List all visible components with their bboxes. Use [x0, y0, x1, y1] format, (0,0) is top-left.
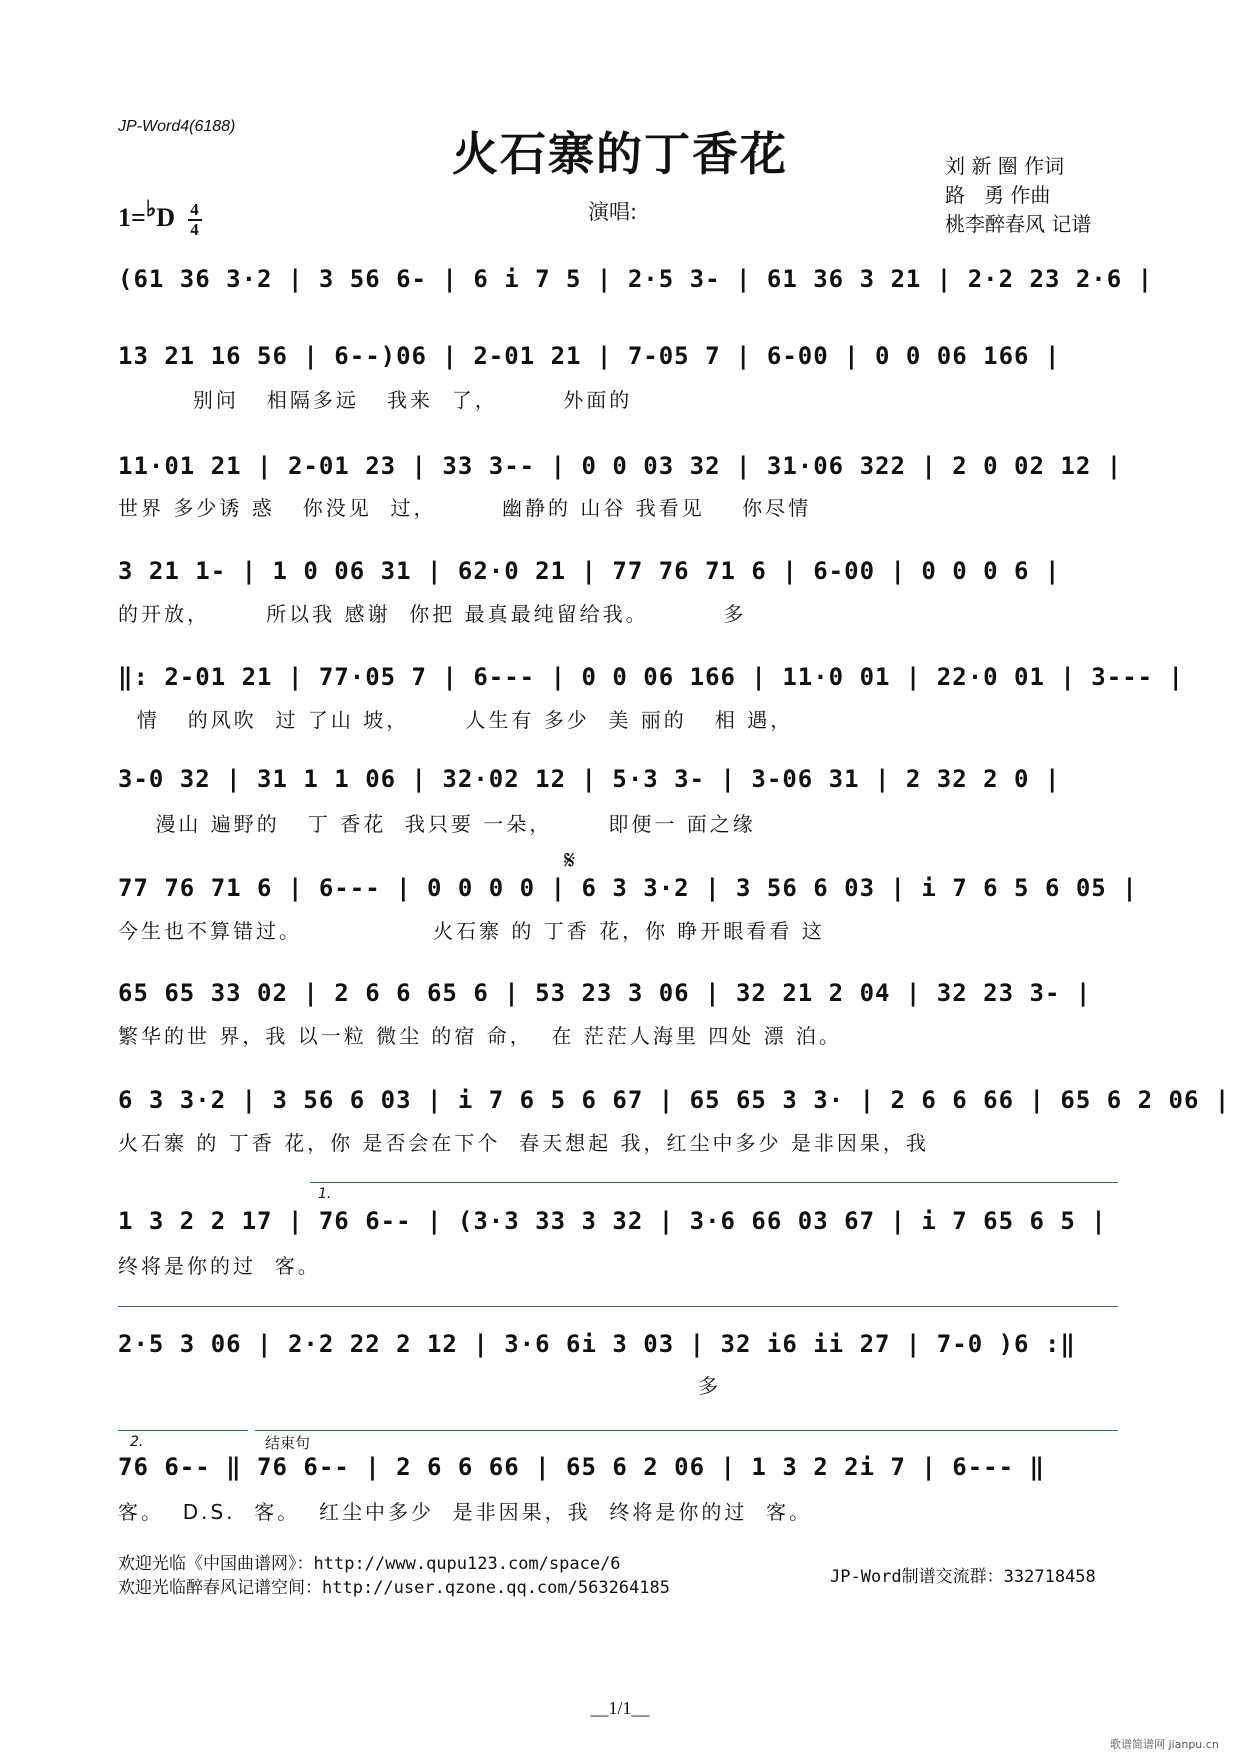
- lyrics-line-5: 情 的风吹 过 了山 坡， 人生有 多少 美 丽的 相 遇，: [118, 708, 794, 732]
- notation-line-6: 3-0 32 | 31 1 1 06 | 32·02 12 | 5·3 3- | 3-06 31 | 2 32 2 0 |: [118, 765, 1061, 793]
- transcriber-credit: 桃李醉春风 记谱: [945, 212, 1092, 236]
- lyrics-line-4: 的开放， 所以我 感谢 你把 最真最纯留给我。 多: [118, 602, 747, 626]
- lyricist-credit: 刘 新 圈 作词: [945, 154, 1065, 178]
- time-bottom: 4: [190, 220, 199, 240]
- notation-line-1: (61 36 3·2 | 3 56 6- | 6 i 7 5 | 2·5 3- | 61 36 3 21 | 2·2 23 2·6 |: [118, 265, 1154, 293]
- lyrics-line-3: 世界 多少诱 惑 你没见 过， 幽静的 山谷 我看见 你尽情: [118, 496, 812, 520]
- time-signature: [188, 202, 202, 238]
- lyrics-line-8: 繁华的世 界，我 以一粒 微尘 的宿 命， 在 茫茫人海里 四处 漂 泊。: [118, 1024, 842, 1048]
- volta-2-label: 2.: [130, 1434, 144, 1450]
- key-prefix: 1=: [118, 203, 146, 232]
- segno-sign: 𝄋: [564, 846, 576, 876]
- ending-bracket: [255, 1430, 1118, 1431]
- footer-link-2: 欢迎光临醉春风记谱空间：http://user.qzone.qq.com/563264185: [118, 1578, 670, 1598]
- volta-1-continuation: [118, 1306, 1118, 1307]
- watermark: 歌谱简谱网 jianpu.cn: [1110, 1738, 1219, 1751]
- lyrics-line-10: 终将是你的过 客。: [118, 1254, 321, 1278]
- flat-symbol: ♭: [145, 196, 157, 221]
- lyrics-line-12: 客。 D.S. 客。 红尘中多少 是非因果，我 终将是你的过 客。: [118, 1500, 813, 1524]
- time-top: 4: [190, 200, 199, 220]
- notation-line-7: 77 76 71 6 | 6--- | 0 0 0 0 | 6 3 3·2 | 3 56 6 03 | i 7 6 5 6 05 |: [118, 874, 1138, 902]
- credits: [945, 152, 1091, 239]
- notation-line-10: 1 3 2 2 17 | 76 6-- | (3·3 33 3 32 | 3·6 66 03 67 | i 7 65 6 5 |: [118, 1207, 1107, 1235]
- notation-line-5: ‖: 2-01 21 | 77·05 7 | 6--- | 0 0 06 166 | 11·0 01 | 22·0 01 | 3--- |: [118, 663, 1184, 691]
- composer-credit: 路 勇 作曲: [945, 183, 1051, 207]
- software-label: JP-Word4(6188): [118, 118, 236, 135]
- group-info: JP-Word制谱交流群：332718458: [830, 1567, 1096, 1587]
- volta-2-bracket: [118, 1430, 248, 1431]
- lyrics-line-11: 多: [118, 1374, 722, 1398]
- song-title: 火石寨的丁香花: [452, 127, 788, 181]
- page-number: __1/1__: [590, 1698, 650, 1718]
- lyrics-line-7: 今生也不算错过。 火石寨 的 丁香 花，你 睁开眼看看 这: [118, 919, 825, 943]
- footer-links: [118, 1552, 670, 1600]
- key-signature: [118, 196, 202, 238]
- notation-line-11: 2·5 3 06 | 2·2 22 2 12 | 3·6 6i 3 03 | 32 i6 ii 27 | 7-0 )6 :‖: [118, 1330, 1076, 1358]
- notation-line-12: 76 6-- ‖ 76 6-- | 2 6 6 66 | 65 6 2 06 | 1 3 2 2i 7 | 6--- ‖: [118, 1453, 1045, 1481]
- key-note: D: [156, 203, 175, 232]
- lyrics-line-2: 别问 相隔多远 我来 了， 外面的: [118, 388, 633, 412]
- singer-label: 演唱:: [588, 200, 638, 224]
- notation-line-2: 13 21 16 56 | 6--)06 | 2-01 21 | 7-05 7 | 6-00 | 0 0 06 166 |: [118, 342, 1061, 370]
- footer-link-1: 欢迎光临《中国曲谱网》：http://www.qupu123.com/space/6: [118, 1554, 621, 1574]
- notation-line-4: 3 21 1- | 1 0 06 31 | 62·0 21 | 77 76 71 6 | 6-00 | 0 0 0 6 |: [118, 557, 1061, 585]
- volta-1-label: 1.: [318, 1186, 332, 1202]
- notation-line-8: 65 65 33 02 | 2 6 6 65 6 | 53 23 3 06 | 32 21 2 04 | 32 23 3- |: [118, 979, 1092, 1007]
- volta-1-bracket: [310, 1182, 1118, 1183]
- notation-line-9: 6 3 3·2 | 3 56 6 03 | i 7 6 5 6 67 | 65 65 3 3· | 2 6 6 66 | 65 6 2 06 |: [118, 1086, 1231, 1114]
- notation-line-3: 11·01 21 | 2-01 23 | 33 3-- | 0 0 03 32 | 31·06 322 | 2 0 02 12 |: [118, 452, 1123, 480]
- ending-label: 结束句: [265, 1434, 311, 1452]
- lyrics-line-9: 火石寨 的 丁香 花，你 是否会在下个 春天想起 我，红尘中多少 是非因果，我: [118, 1131, 929, 1155]
- lyrics-line-6: 漫山 遍野的 丁 香花 我只要 一朵， 即便一 面之缘: [118, 812, 756, 836]
